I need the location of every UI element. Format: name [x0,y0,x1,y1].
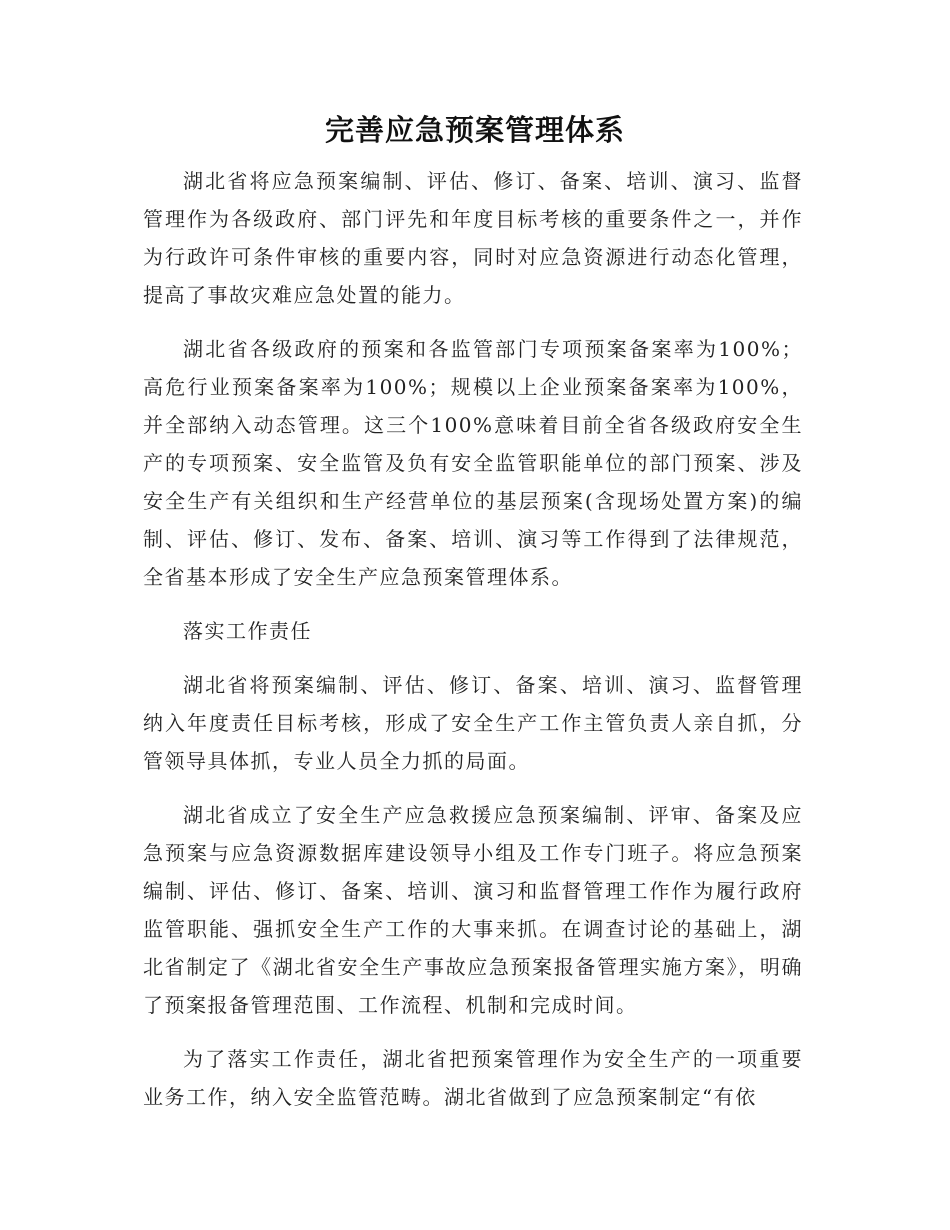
document-title: 完善应急预案管理体系 [324,113,625,147]
paragraph-3: 湖北省将预案编制、评估、修订、备案、培训、演习、监督管理纳入年度责任目标考核，形成了安全生产工作主管负责人亲自抓，分管领导具体抓，专业人员全力抓的局面。 [143,673,803,773]
paragraph-4: 湖北省成立了安全生产应急救援应急预案编制、评审、备案及应急预案与应急资源数据库建设领导小组及工作专门班子。将应急预案编制、评估、修订、备案、培训、演习和监督管理工作作为履行政府监管职能、强抓安全生产工作的大事来抓。在调查讨论的基础上，湖北省制定了《湖北省安全生产事故应急预案报备管理实施方案》，明确了预案报备管理范围、工作流程、机制和完成时间。 [143,803,803,1017]
paragraph-5: 为了落实工作责任，湖北省把预案管理作为安全生产的一项重要业务工作，纳入安全监管范畴。湖北省做到了应急预案制定“有依 [143,1047,803,1109]
paragraph-2: 湖北省各级政府的预案和各监管部门专项预案备案率为100%；高危行业预案备案率为100%；规模以上企业预案备案率为100%，并全部纳入动态管理。这三个100%意味着目前全省各级政府安全生产的专项预案、安全监管及负有安全监管职能单位的部门预案、涉及安全生产有关组织和生产经营单位的基层预案(含现场处置方案)的编制、评估、修订、发布、备案、培训、演习等工作得到了法律规范，全省基本形成了安全生产应急预案管理体系。 [143,337,803,589]
paragraph-1: 湖北省将应急预案编制、评估、修订、备案、培训、演习、监督管理作为各级政府、部门评先和年度目标考核的重要条件之一，并作为行政许可条件审核的重要内容，同时对应急资源进行动态化管理，提高了事故灾难应急处置的能力。 [143,169,803,307]
section-heading: 落实工作责任 [183,619,312,643]
document-body [143,162,803,1132]
